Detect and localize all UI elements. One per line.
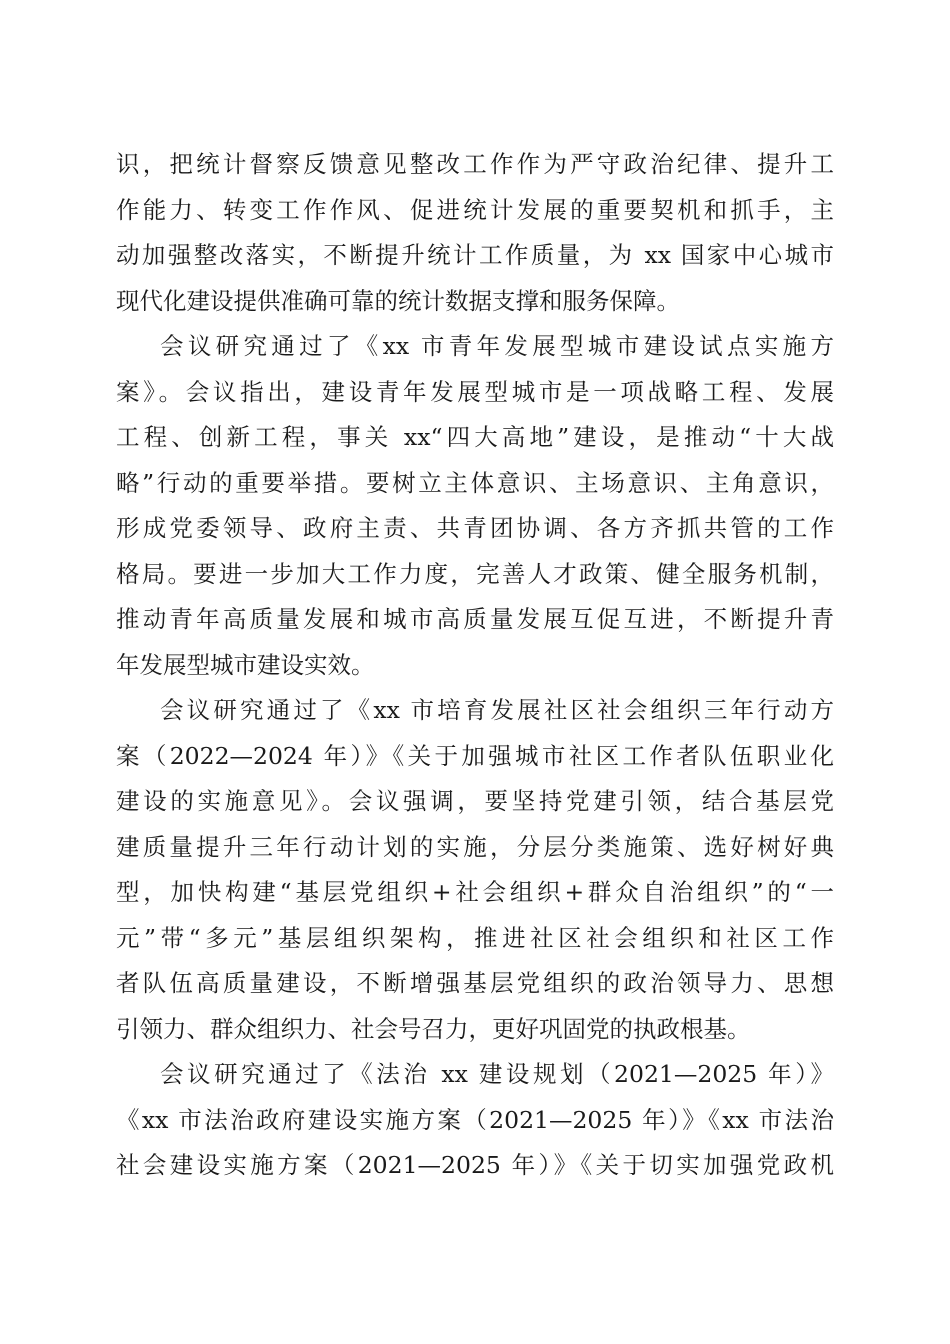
paragraph-1-line-4: 现代化建设提供准确可靠的统计数据支撑和服务保障。 [116, 286, 680, 315]
paragraph-3-line-7: 者队伍高质量建设，不断增强基层党组织的政治领导力、思想 [116, 969, 834, 997]
paragraph-2-line-6: 格局。要进一步加大工作力度，完善人才政策、健全服务机制， [116, 559, 834, 588]
paragraph-2-line-7: 推动青年高质量发展和城市高质量发展互促互进，不断提升青 [116, 605, 834, 633]
paragraph-3-line-3: 建设的实施意见》。会议强调，要坚持党建引领，结合基层党 [116, 787, 834, 815]
paragraph-4-line-1: 会议研究通过了《法治 xx 建设规划（2021—2025 年）》 [160, 1060, 834, 1088]
paragraph-3-line-8: 引领力、群众组织力、社会号召力，更好巩固党的执政根基。 [116, 1014, 751, 1043]
paragraph-1-line-2: 作能力、转变工作作风、促进统计发展的重要契机和抓手，主 [116, 195, 834, 224]
paragraph-1-line-3: 动加强整改落实，不断提升统计工作质量，为 xx 国家中心城市 [116, 241, 834, 269]
paragraph-2-line-1: 会议研究通过了《xx 市青年发展型城市建设试点实施方 [160, 332, 834, 360]
paragraph-3-line-5: 型，加快构建“基层党组织+社会组织+群众自治组织”的“一 [116, 878, 834, 906]
paragraph-2-line-3: 工程、创新工程，事关 xx“四大高地”建设，是推动“十大战 [116, 423, 834, 451]
paragraph-2-line-2: 案》。会议指出，建设青年发展型城市是一项战略工程、发展 [116, 377, 834, 406]
paragraph-4-line-3: 社会建设实施方案（2021—2025 年）》《关于切实加强党政机 [116, 1151, 834, 1179]
paragraph-3-line-2: 案（2022—2024 年）》《关于加强城市社区工作者队伍职业化 [116, 741, 834, 770]
paragraph-2-line-8: 年发展型城市建设实效。 [116, 650, 375, 679]
paragraph-1-line-1: 识，把统计督察反馈意见整改工作作为严守政治纪律、提升工 [116, 150, 834, 178]
paragraph-2-line-5: 形成党委领导、政府主责、共青团协调、各方齐抓共管的工作 [116, 514, 834, 542]
paragraph-4-line-2: 《xx 市法治政府建设实施方案（2021—2025 年）》《xx 市法治 [116, 1105, 834, 1134]
paragraph-3-line-6: 元”带“多元”基层组织架构，推进社区社会组织和社区工作 [116, 923, 834, 952]
paragraph-3-line-4: 建质量提升三年行动计划的实施，分层分类施策、选好树好典 [116, 832, 834, 861]
paragraph-2-line-4: 略”行动的重要举措。要树立主体意识、主场意识、主角意识， [116, 468, 834, 497]
paragraph-3-line-1: 会议研究通过了《xx 市培育发展社区社会组织三年行动方 [160, 696, 834, 724]
document-body [116, 142, 834, 1189]
